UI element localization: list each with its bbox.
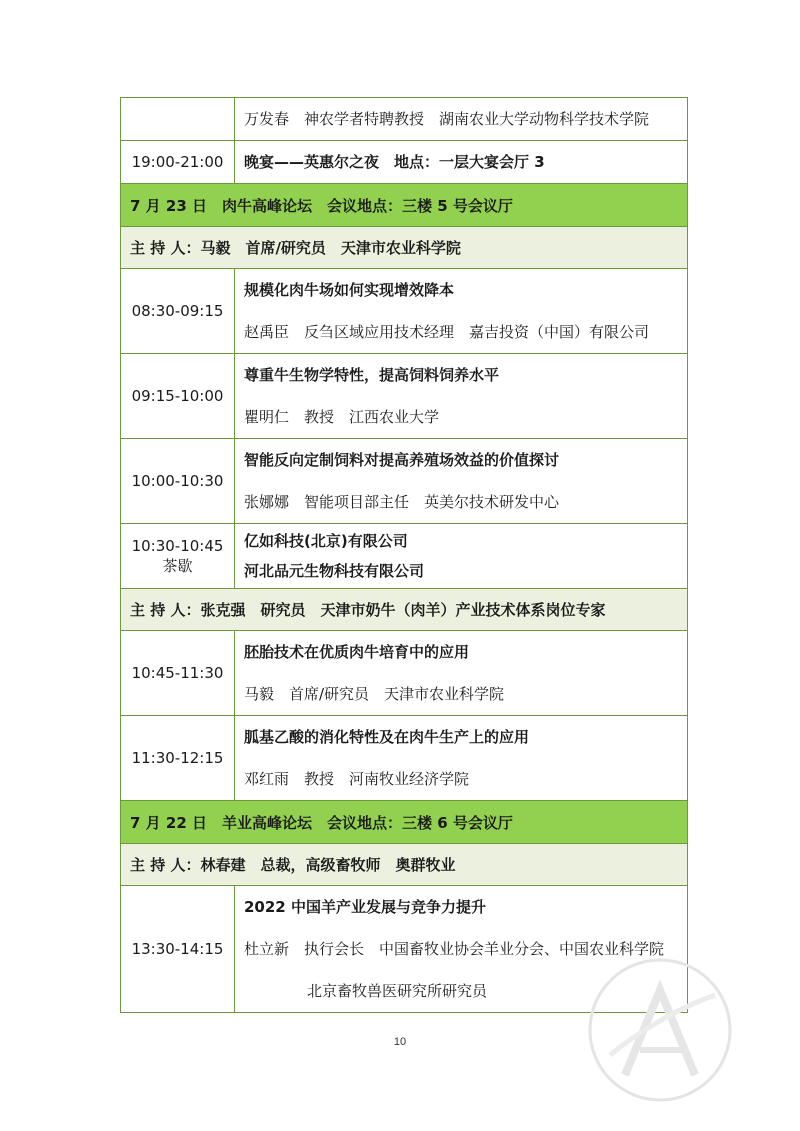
- section-header-row: [121, 801, 688, 844]
- content-cell: [235, 141, 688, 184]
- talk-title: 尊重牛生物学特性，提高饲料饲养水平: [244, 366, 500, 384]
- time-cell: 19:00-21:00: [121, 141, 235, 184]
- speaker-line: 瞿明仁 教授 江西农业大学: [244, 408, 440, 426]
- section-header: 7 月 23 日 肉牛高峰论坛 会议地点：三楼 5 号会议厅: [121, 184, 688, 227]
- time-cell: 10:45-11:30: [121, 631, 235, 716]
- page-number: 10: [393, 1036, 407, 1048]
- event-line: 晚宴——英惠尔之夜 地点：一层大宴会厅 3: [244, 153, 545, 171]
- talk-title: 2022 中国羊产业发展与竞争力提升: [244, 898, 486, 916]
- speaker-line-continued: 北京畜牧兽医研究所研究员: [307, 982, 488, 1000]
- section-header-row: [121, 184, 688, 227]
- content-cell: [235, 98, 688, 141]
- speaker-line: 杜立新 执行会长 中国畜牧业协会羊业分会、中国农业科学院: [244, 940, 665, 958]
- talk-title: 智能反向定制饲料对提高养殖场效益的价值探讨: [244, 451, 560, 469]
- table-row: [121, 98, 688, 141]
- time-range: 10:30-10:45: [131, 537, 224, 555]
- content-cell: [235, 716, 688, 801]
- sponsor-line: 亿如科技(北京)有限公司: [244, 532, 408, 550]
- host-row: [121, 227, 688, 269]
- speaker-line: 邓红雨 教授 河南牧业经济学院: [244, 770, 470, 788]
- host-line: 主 持 人：张克强 研究员 天津市奶牛（肉羊）产业技术体系岗位专家: [121, 589, 688, 631]
- table-row: [121, 631, 688, 716]
- time-cell: 08:30-09:15: [121, 269, 235, 354]
- host-row: [121, 589, 688, 631]
- table-row: [121, 354, 688, 439]
- talk-title: 胍基乙酸的消化特性及在肉牛生产上的应用: [244, 728, 530, 746]
- talk-title: 胚胎技术在优质肉牛培育中的应用: [244, 643, 470, 661]
- host-line: 主 持 人：林春建 总裁，高级畜牧师 奥群牧业: [121, 844, 688, 886]
- time-cell: 13:30-14:15: [121, 886, 235, 1013]
- host-line: 主 持 人：马毅 首席/研究员 天津市农业科学院: [121, 227, 688, 269]
- content-cell: [235, 439, 688, 524]
- time-cell: 10:00-10:30: [121, 439, 235, 524]
- table-row: [121, 269, 688, 354]
- schedule-table: [120, 97, 688, 1013]
- break-label: 茶歇: [162, 557, 193, 575]
- speaker-line: 张娜娜 智能项目部主任 英美尔技术研发中心: [244, 493, 560, 511]
- watermark-logo-icon: [585, 955, 735, 1105]
- table-row: [121, 524, 688, 589]
- speaker-line: 马毅 首席/研究员 天津市农业科学院: [244, 685, 505, 703]
- table-row: [121, 141, 688, 184]
- content-cell: [235, 524, 688, 589]
- content-cell: [235, 354, 688, 439]
- time-cell: [121, 524, 235, 589]
- sponsor-line: 河北品元生物科技有限公司: [244, 562, 425, 580]
- section-header: 7 月 22 日 羊业高峰论坛 会议地点：三楼 6 号会议厅: [121, 801, 688, 844]
- speaker-line: 赵禹臣 反刍区域应用技术经理 嘉吉投资（中国）有限公司: [244, 323, 650, 341]
- content-cell: [235, 631, 688, 716]
- content-cell: [235, 269, 688, 354]
- table-row: [121, 716, 688, 801]
- table-row: [121, 439, 688, 524]
- time-cell: 09:15-10:00: [121, 354, 235, 439]
- talk-title: 规模化肉牛场如何实现增效降本: [244, 281, 455, 299]
- speaker-line: 万发春 神农学者特聘教授 湖南农业大学动物科学技术学院: [244, 110, 650, 128]
- time-cell: [121, 98, 235, 141]
- time-cell: 11:30-12:15: [121, 716, 235, 801]
- host-row: [121, 844, 688, 886]
